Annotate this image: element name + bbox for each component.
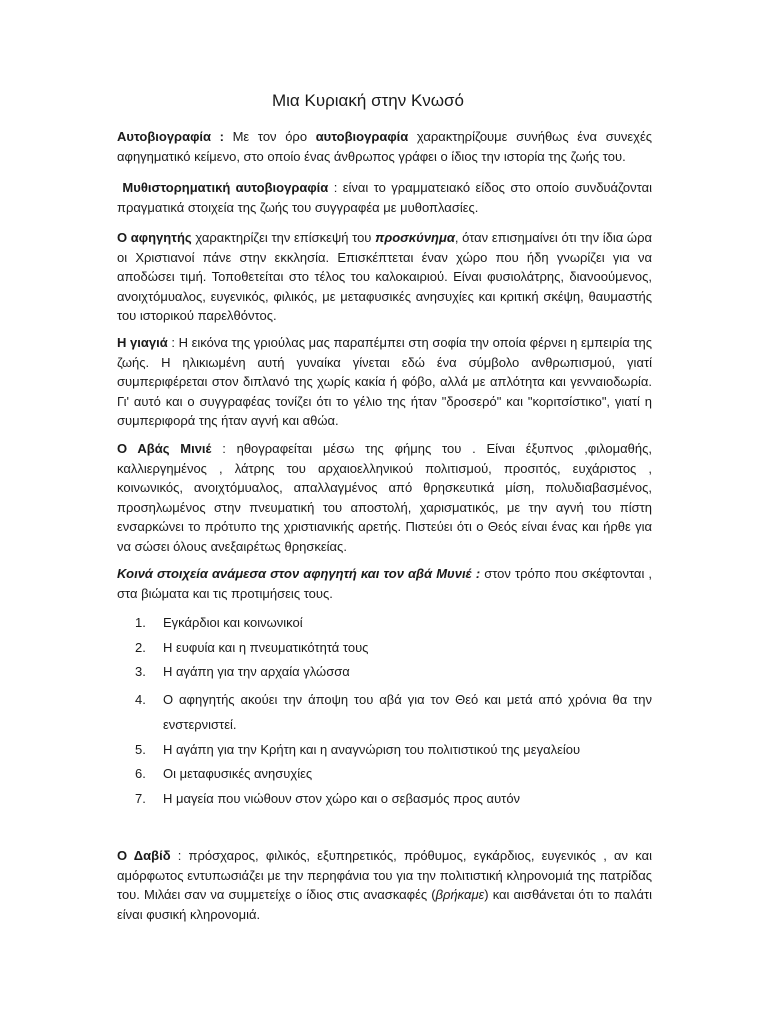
term-emphasis: προσκύνημα	[375, 230, 455, 245]
list-item-text: Η αγάπη για την αρχαία γλώσσα	[163, 664, 350, 679]
list-item-number: 7.	[135, 790, 146, 806]
term-label: Ο αφηγητής	[117, 230, 192, 245]
list-item-text: Οι μεταφυσικές ανησυχίες	[163, 766, 313, 781]
term-bold: αυτοβιογραφία	[315, 129, 409, 144]
term-emphasis: βρήκαμε	[435, 887, 485, 902]
list-item-text: Ο αφηγητής ακούει την άποψη του αβά για τον Θεό και μετά από χρόνια θα την ενστερνιστεί.	[163, 691, 652, 732]
list-item-text: Η μαγεία που νιώθουν στον χώρο και ο σεβασμός προς αυτόν	[163, 790, 521, 806]
paragraph-david: Ο Δαβίδ : πρόσχαρος, φιλικός, εξυπηρετικός, πρόθυμος, εγκάρδιος, ευγενικός , αν και αμόρφωτος εντυπωσιάζει με την περηφάνια του για την πολιτιστική κληρονομιά της πατρίδας του. Μιλάει σαν να συμμετείχε ο ίδιος στις ανασκαφές (βρήκαμε) και αισθάνεται ότι το παλάτι είναι φυσική κληρονομιά.	[117, 848, 653, 922]
list-item-text: Η ευφυία και η πνευματικότητά τους	[163, 639, 369, 655]
paragraph-abbe-minie: Ο Αβάς Μινιέ : ηθογραφείται μέσω της φήμης του . Είναι έξυπνος ,φιλομαθής, καλλιεργημένος , λάτρης του αρχαιοελληνικού πολιτισμού, προσιτός, ευχάριστος , κοινωνικός, ανοιχτόμυαλος, απαλλαγμένος από θρησκευτικά μίση, πολυδιαβασμένος, προσηλωμένος στην πνευματική του αποστολή, χαρισματικός, με την αγνή του πίστη ενσαρκώνει το πρότυπο της χριστιανικής αρετής. Πιστεύει ότι ο Θεός είναι ένας και ήρθε για να σώσει όλους ανεξαιρέτως θρησκείας.	[117, 441, 652, 554]
term-label: Αυτοβιογραφία :	[117, 129, 224, 144]
list-item	[117, 662, 652, 682]
term-label: Ο Αβάς Μινιέ	[117, 441, 212, 456]
list-item	[117, 687, 652, 737]
list-item-number: 1.	[135, 615, 146, 630]
term-label: Ο Δαβίδ	[117, 848, 171, 863]
list-item-number: 3.	[135, 664, 146, 679]
list-item	[117, 638, 652, 658]
document-title: Μια Κυριακή στην Κνωσό	[271, 91, 465, 110]
list-item	[117, 789, 652, 809]
list-item-number: 6.	[135, 766, 146, 781]
term-label: Κοινά στοιχεία ανάμεσα στον αφηγητή και τον αβά Μυνιέ :	[117, 566, 481, 581]
list-item	[117, 613, 652, 633]
list-item	[117, 740, 652, 760]
paragraph-grandmother: Η γιαγιά : Η εικόνα της γριούλας μας παραπέμπει στη σοφία την οποία φέρνει η εμπειρία της ζωής. Η ηλικιωμένη αυτή γυναίκα γίνεται εδώ ένα σύμβολο ανθρωπισμού, γιατί συμπεριφέρεται στον διπλανό της χωρίς κακία ή φόβο, αλλά με απλότητα και γενναιοδωρία. Γι' αυτό και ο συγγραφέας τονίζει ότι το γέλιο της ήταν "δροσερό" και "κοριτσίστικο", γιατί η συμπεριφορά της ήταν αγνή και αθώα.	[117, 335, 652, 428]
paragraph-narrator: Ο αφηγητής χαρακτηρίζει την επίσκεψή του προσκύνημα, όταν επισημαίνει ότι την ίδια ώρα οι Χριστιανοί πάνε στην εκκλησία. Επισκέπτεται έναν χώρο που ήδη γνωρίζει για να αποδώσει τιμή. Τοποθετείται στο τέλος του καλοκαιριού. Είναι φυσιολάτρης, διανοούμενος, ανοιχτόμυαλος, ευγενικός, φιλικός, με μεταφυσικές ανησυχίες και κριτική σκέψη, θαυμαστής του ιστορικού παρελθόντος.	[117, 230, 652, 323]
list-item-text: Η αγάπη για την Κρήτη και η αναγνώριση του πολιτιστικού της μεγαλείου	[163, 741, 581, 757]
list-item	[117, 764, 652, 784]
list-item-number: 4.	[135, 691, 146, 707]
list-item-text: Εγκάρδιοι και κοινωνικοί	[163, 615, 303, 630]
paragraph-autobiography: Αυτοβιογραφία : Με τον όρο αυτοβιογραφία χαρακτηρίζουμε συνήθως ένα συνεχές αφηγηματικό κείμενο, στο οποίο ένας άνθρωπος γράφει ο ίδιος την ιστορία της ζωής του.	[117, 129, 653, 164]
list-item-number: 2.	[135, 639, 146, 655]
paragraph-novel-autobiography: Μυθιστορηματική αυτοβιογραφία : είναι το γραμματειακό είδος στο οποίο συνδυάζονται πραγματικά στοιχεία της ζωής του συγγραφέα με μυθοπλασίες.	[117, 180, 653, 215]
paragraph-common-traits: Κοινά στοιχεία ανάμεσα στον αφηγητή και τον αβά Μυνιέ : στον τρόπο που σκέφτονται , στα βιώματα και τις προτιμήσεις τους.	[117, 566, 652, 601]
list-item-number: 5.	[135, 741, 146, 757]
common-traits-list	[117, 613, 652, 813]
term-label: Μυθιστορηματική αυτοβιογραφία	[122, 180, 329, 195]
term-label: Η γιαγιά	[117, 335, 168, 350]
